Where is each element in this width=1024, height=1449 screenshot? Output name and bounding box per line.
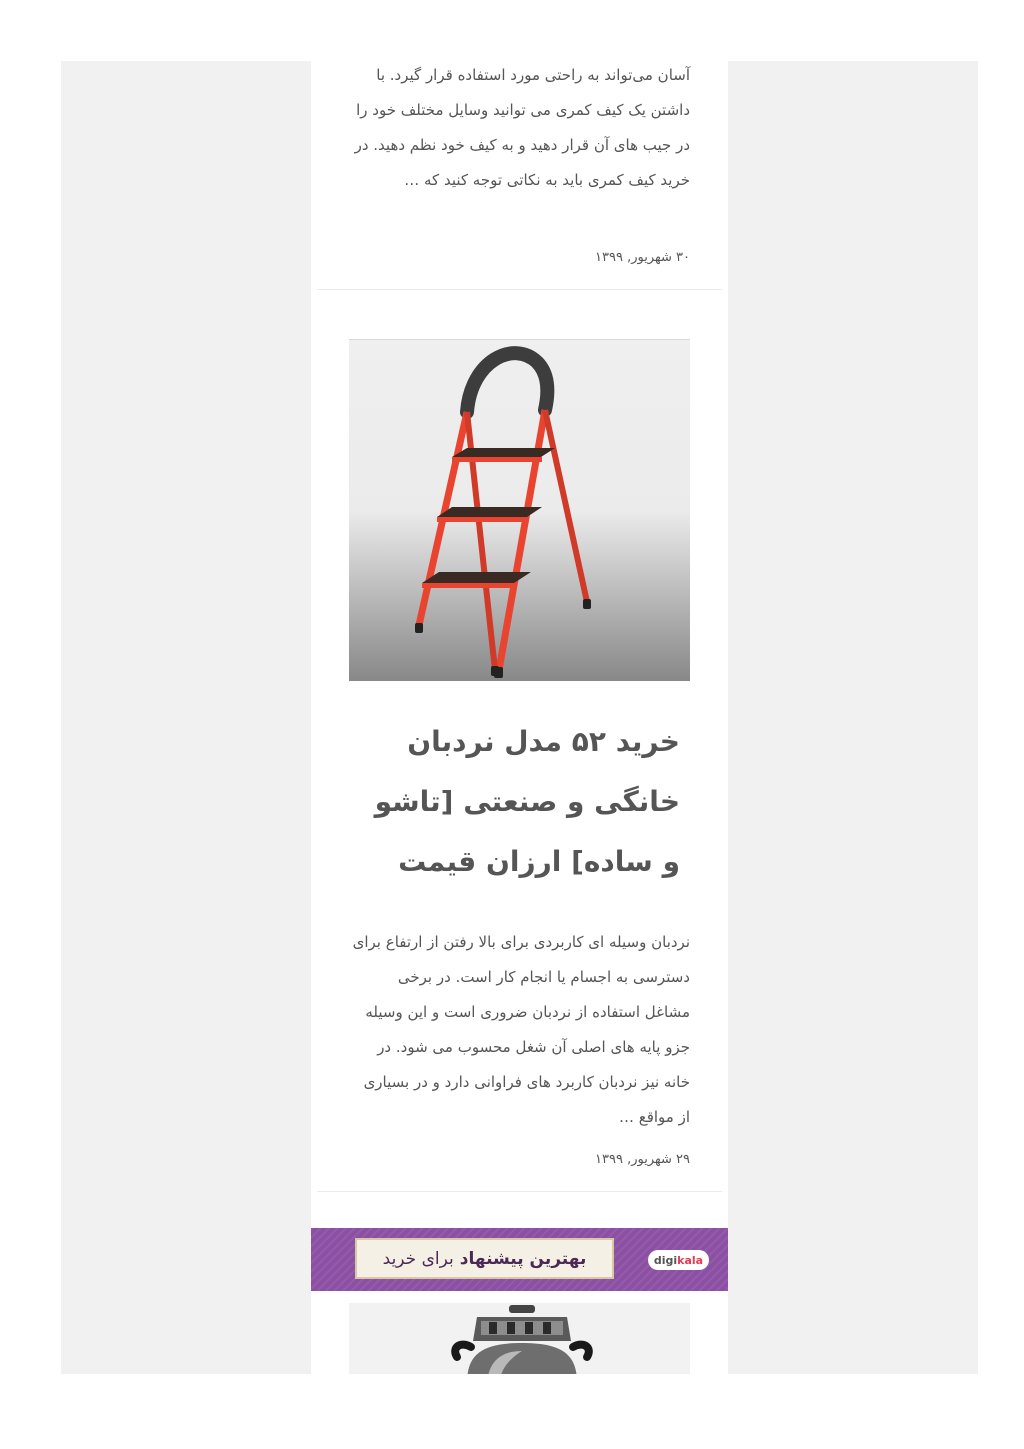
post-thumbnail[interactable] (349, 1303, 690, 1374)
divider (317, 1191, 722, 1192)
post-list (311, 61, 728, 1374)
post-thumbnail[interactable] (349, 339, 690, 681)
digikala-banner[interactable] (311, 1228, 728, 1291)
banner-slogan (355, 1238, 614, 1279)
post-date: ۳۰ شهریور, ۱۳۹۹ (595, 250, 690, 265)
banner-strong-text: بهترین پیشنهاد (459, 1248, 587, 1269)
left-sidebar (61, 61, 311, 1374)
post-date: ۲۹ شهریور, ۱۳۹۹ (595, 1152, 690, 1167)
samovar-image (349, 1303, 690, 1374)
post-excerpt: آسان می‌تواند به راحتی مورد استفاده قرار گیرد. با داشتن یک کیف کمری می توانید وسایل مختلف خود را در جیب های آن قرار دهید و به کیف خود نظم دهید. در خرید کیف کمری باید به نکاتی توجه کنید که … (354, 66, 690, 189)
post-title-link[interactable]: خرید ۵۲ مدل نردبان خانگی و صنعتی [تاشو و ساده] ارزان قیمت (374, 725, 680, 878)
post-excerpt: نردبان وسیله ای کاربردی برای بالا رفتن از ارتفاع برای دسترسی به اجسام یا انجام کار است. در برخی مشاغل استفاده از نردبان ضروری است و این وسیله جزو پایه های اصلی آن شغل محسوب می شود. در خانه نیز نردبان کاربرد های فراوانی دارد و در بسیاری از مواقع … (352, 933, 690, 1126)
divider (317, 289, 722, 290)
banner-text: برای خرید (382, 1248, 454, 1269)
right-sidebar (728, 61, 978, 1374)
digikala-logo: digi kala (648, 1250, 709, 1270)
ladder-image (349, 340, 690, 681)
